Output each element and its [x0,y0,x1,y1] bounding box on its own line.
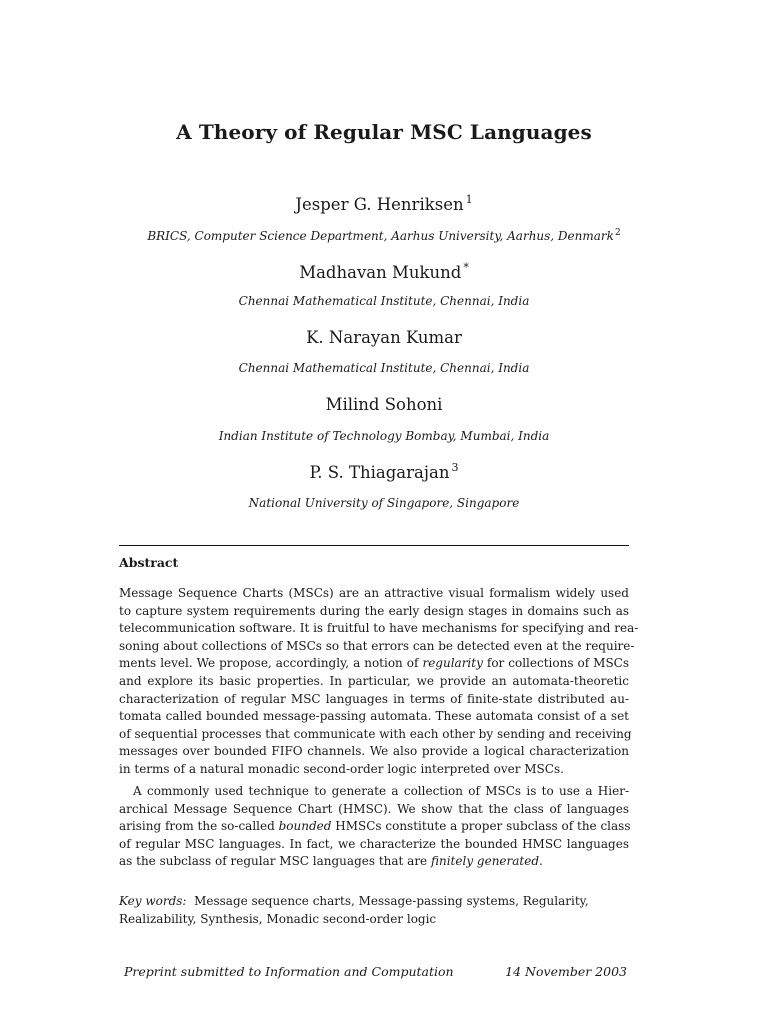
author-name [0,395,768,414]
text-run: arising from the so-called [119,819,279,834]
keywords-label: Key words: [119,894,187,908]
author-affiliation [0,228,768,243]
text-line: telecommunication software. It is fruitful to have mechanisms for specifying and rea- [119,621,639,636]
text-line: tomata called bounded message-passing automata. These automata consist of a set [119,709,629,724]
author-name [0,328,768,347]
affiliation-text: Indian Institute of Technology Bombay, Mumbai, India [218,429,550,443]
text-line: messages over bounded FIFO channels. We also provide a logical characterization [119,744,629,759]
abstract-paragraph-1 [119,585,639,779]
author-footnote-mark: 3 [451,461,459,474]
author-name [0,193,768,214]
preprint-date: 14 November 2003 [505,964,627,979]
text-line: of regular MSC languages. In fact, we characterize the bounded HMSC languages [119,836,629,851]
author-affiliation [0,429,768,443]
text-run: HMSCs constitute a proper subclass of the class [331,819,631,834]
abstract-heading: Abstract [119,555,179,570]
affiliation-footnote-mark: 2 [614,228,621,238]
author-footnote-mark: * [463,261,469,274]
emphasis-bounded: bounded [278,819,332,834]
text-line: Realizability, Synthesis, Monadic second-order logic [119,911,437,926]
affiliation-text: Chennai Mathematical Institute, Chennai, India [238,294,530,308]
text-line: of sequential processes that communicate with each other by sending and receiving [119,726,632,741]
text-line: characterization of regular MSC languages in terms of finite-state distributed au- [119,691,629,706]
author-name-text: Milind Sohoni [325,395,443,414]
author-affiliation [0,361,768,375]
text-line: archical Message Sequence Chart (HMSC). We show that the class of languages [119,801,629,816]
text-run: ments level. We propose, accordingly, a notion of [119,656,423,671]
abstract-paragraph-2 [119,783,629,871]
text-line: in terms of a natural monadic second-order logic interpreted over MSCs. [119,761,564,776]
author-name-text: Madhavan Mukund [299,263,462,282]
author-name [0,461,768,482]
abstract-divider [119,545,629,546]
author-name-text: P. S. Thiagarajan [309,463,450,482]
author-affiliation [0,496,768,510]
preprint-note: Preprint submitted to Information and Computation [124,964,454,979]
author-name-text: Jesper G. Henriksen [295,195,464,214]
author-footnote-mark: 1 [465,193,473,206]
text-line [119,853,629,871]
text-run: . [539,854,543,869]
text-line [119,893,629,911]
text-line: A commonly used technique to generate a collection of MSCs is to use a Hier- [133,784,629,798]
text-line: Message Sequence Charts (MSCs) are an attractive visual formalism widely used [119,586,629,600]
author-name-text: K. Narayan Kumar [306,328,462,347]
affiliation-text: Chennai Mathematical Institute, Chennai, India [238,361,530,375]
text-line [119,655,629,673]
affiliation-text: BRICS, Computer Science Department, Aarhus University, Aarhus, Denmark [147,229,614,243]
text-line: and explore its basic properties. In particular, we provide an automata-theoretic [119,673,629,688]
text-line [119,818,629,836]
paper-title: A Theory of Regular MSC Languages [176,120,592,144]
text-run: as the subclass of regular MSC languages that are [119,854,431,869]
author-name [0,261,768,282]
author-affiliation [0,294,768,308]
text-line: soning about collections of MSCs so that errors can be detected even at the require- [119,638,635,653]
affiliation-text: National University of Singapore, Singapore [248,496,520,510]
text-run: for collections of MSCs [482,656,630,671]
emphasis-regularity: regularity [422,656,483,671]
emphasis-finitely-generated: finitely generated [430,854,540,869]
text-line: to capture system requirements during the early design stages in domains such as [119,603,629,618]
keywords [119,893,629,928]
keywords-text: Message sequence charts, Message-passing systems, Regularity, [194,894,589,908]
